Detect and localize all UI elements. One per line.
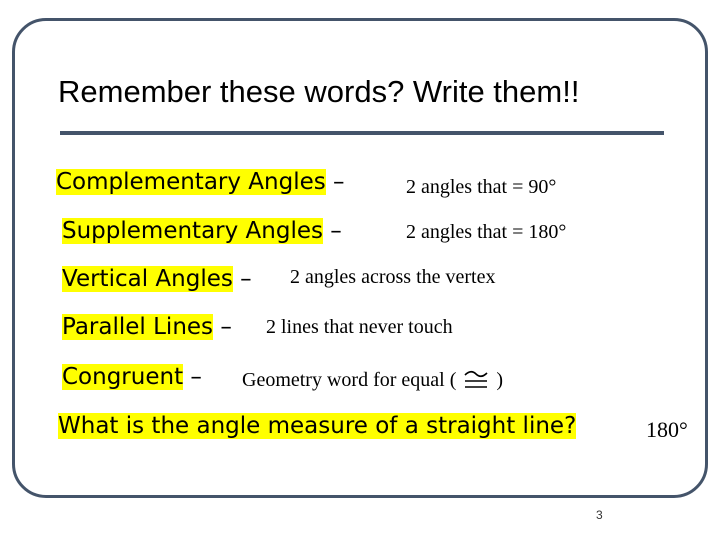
term-label: Parallel Lines — [62, 314, 214, 340]
definition-vertical-angles: 2 angles across the vertex — [290, 266, 496, 288]
definition-text: Geometry word for equal ( — [242, 369, 457, 391]
title-underline — [60, 131, 664, 135]
question-text: What is the angle measure of a straight line? — [58, 413, 577, 439]
term-complementary-angles — [56, 169, 345, 195]
page-number: 3 — [596, 508, 603, 522]
definition-parallel-lines: 2 lines that never touch — [266, 316, 453, 338]
term-dash: – — [325, 169, 345, 195]
congruent-symbol-icon — [461, 366, 491, 392]
term-congruent — [62, 364, 202, 390]
definition-complementary-angles: 2 angles that = 90° — [406, 176, 557, 198]
definition-supplementary-angles: 2 angles that = 180° — [406, 221, 567, 243]
term-parallel-lines — [62, 314, 232, 340]
term-dash: – — [322, 218, 342, 244]
term-label: Supplementary Angles — [62, 218, 323, 244]
definition-close: ) — [496, 369, 504, 391]
term-dash: – — [232, 266, 252, 292]
term-dash: – — [183, 364, 202, 390]
definition-congruent — [242, 366, 503, 392]
term-label: Vertical Angles — [62, 266, 233, 292]
slide-title: Remember these words? Write them!! — [58, 74, 580, 109]
question-answer: 180° — [646, 417, 688, 442]
term-vertical-angles — [62, 266, 252, 292]
term-label: Complementary Angles — [56, 169, 326, 195]
question — [58, 413, 576, 439]
term-dash: – — [213, 314, 232, 340]
term-supplementary-angles — [62, 218, 342, 244]
term-label: Congruent — [62, 364, 184, 390]
